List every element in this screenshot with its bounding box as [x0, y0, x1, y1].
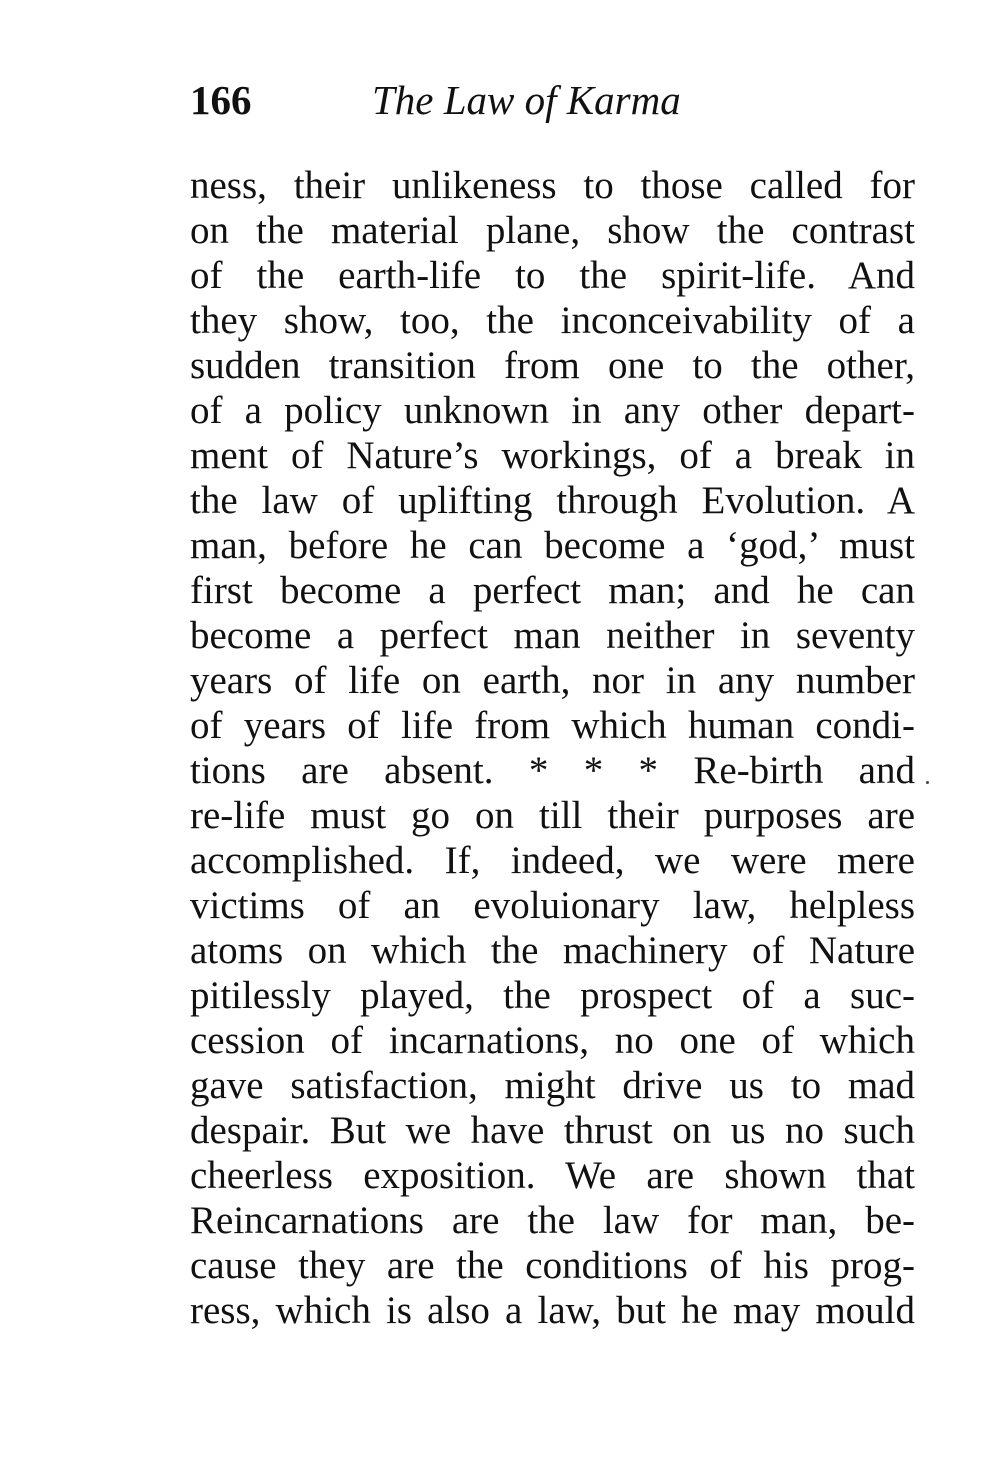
text-line: despair. But we have thrust on us no such	[190, 1109, 915, 1152]
text-line: Reincarnations are the law for man, be-	[190, 1199, 915, 1242]
text-line: sudden transition from one to the other,	[190, 344, 915, 387]
text-line: ment of Nature’s workings, of a break in	[190, 434, 915, 477]
page-number: 166	[190, 77, 252, 123]
text-line: on the material plane, show the contrast	[190, 209, 915, 252]
text-line: man, before he can become a ‘god,’ must	[190, 524, 915, 567]
text-line: gave satisfaction, might drive us to mad	[190, 1064, 915, 1107]
running-head	[190, 70, 750, 130]
running-title: The Law of Karma	[372, 77, 681, 123]
text-line: victims of an evoluionary law, helpless	[190, 884, 915, 927]
text-line: of a policy unknown in any other depart-	[190, 389, 915, 432]
text-line: ness, their unlikeness to those called for	[190, 164, 915, 207]
text-line: of years of life from which human condi-	[190, 704, 915, 747]
print-speck	[926, 781, 929, 784]
text-line: of the earth-life to the spirit-life. And	[190, 254, 915, 297]
body-text	[190, 163, 915, 1333]
text-line: cheerless exposition. We are shown that	[190, 1154, 915, 1197]
text-line: accomplished. If, indeed, we were mere	[190, 839, 915, 882]
text-line: tions are absent. * * * Re-birth and	[190, 749, 915, 792]
text-line: atoms on which the machinery of Nature	[190, 929, 915, 972]
text-line: cession of incarnations, no one of which	[190, 1019, 915, 1062]
text-line: years of life on earth, nor in any number	[190, 659, 915, 702]
text-line: pitilessly played, the prospect of a suc-	[190, 974, 915, 1017]
text-line: the law of uplifting through Evolution. A	[190, 479, 915, 522]
text-line: re-life must go on till their purposes are	[190, 794, 915, 837]
text-line: become a perfect man neither in seventy	[190, 614, 915, 657]
text-line: they show, too, the inconceivability of a	[190, 299, 915, 342]
text-line: cause they are the conditions of his prog-	[190, 1244, 915, 1287]
text-line: first become a perfect man; and he can	[190, 569, 915, 612]
text-line: ress, which is also a law, but he may mould	[190, 1289, 915, 1332]
